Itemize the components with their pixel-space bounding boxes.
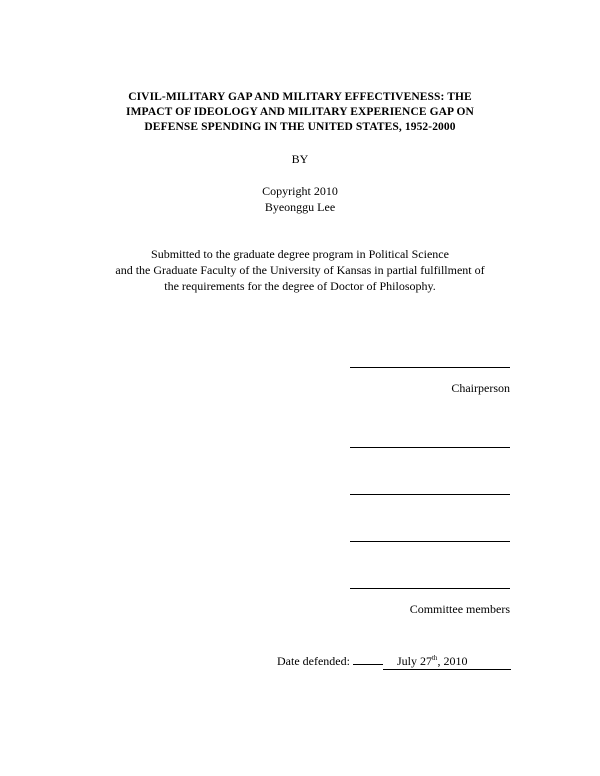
chairperson-label: Chairperson	[451, 381, 510, 395]
date-defended-label: Date defended:	[277, 654, 350, 668]
date-month-day: July 27	[396, 654, 432, 668]
by-label: BY	[291, 152, 309, 166]
date-defended-row	[277, 652, 511, 670]
chairperson-signature-line	[350, 367, 510, 368]
copyright-text: Copyright 2010	[262, 184, 338, 198]
copyright-block	[0, 183, 600, 215]
date-ordinal-suffix: th	[431, 654, 438, 662]
submission-line-1: Submitted to the graduate degree program in Political Science	[151, 247, 449, 261]
committee-signature-line	[350, 447, 510, 448]
dissertation-title	[0, 90, 600, 135]
date-defended-value	[383, 654, 511, 670]
committee-members-label: Committee members	[409, 602, 510, 616]
committee-signature-line	[350, 541, 510, 542]
date-blank-line	[353, 652, 383, 665]
committee-signature-line	[350, 494, 510, 495]
title-line-1: CIVIL-MILITARY GAP AND MILITARY EFFECTIVENESS: THE	[128, 91, 472, 103]
date-year: , 2010	[437, 654, 468, 668]
submission-line-2: and the Graduate Faculty of the University of Kansas in partial fulfillment of	[115, 263, 485, 277]
committee-signature-line	[350, 588, 510, 589]
submission-line-3: the requirements for the degree of Doctor of Philosophy.	[164, 279, 436, 293]
author-name: Byeonggu Lee	[264, 200, 336, 214]
title-line-3: DEFENSE SPENDING IN THE UNITED STATES, 1952-2000	[144, 121, 456, 133]
title-line-2: IMPACT OF IDEOLOGY AND MILITARY EXPERIENCE GAP ON	[126, 106, 474, 118]
submission-statement	[0, 246, 600, 294]
